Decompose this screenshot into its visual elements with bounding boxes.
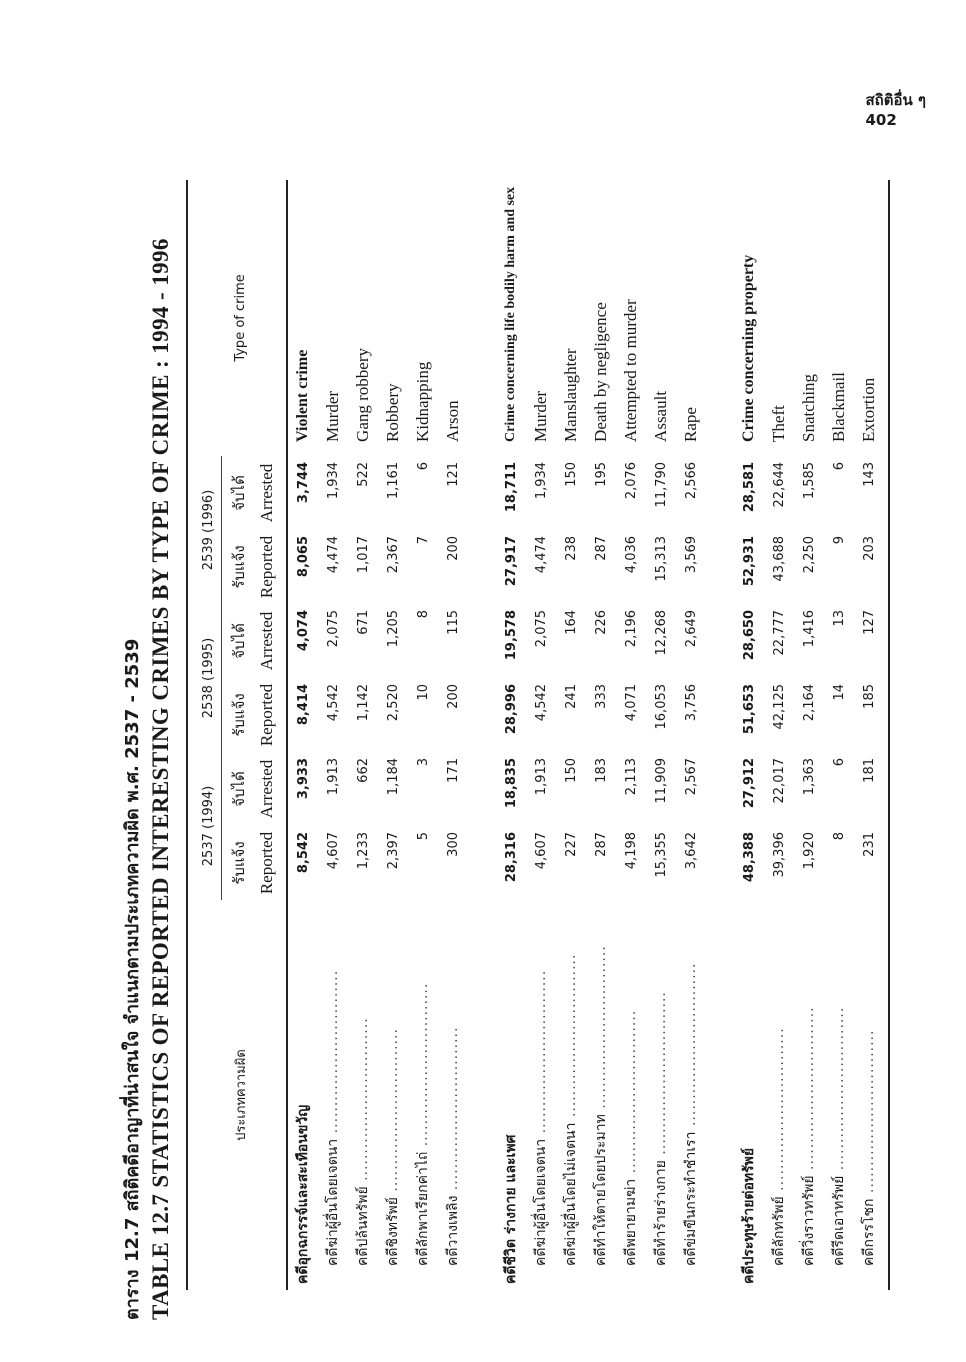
spacer-cell xyxy=(468,180,496,1290)
reported-value: 7 xyxy=(415,535,431,545)
arrested-value: 4,074 xyxy=(295,609,311,652)
crime-type-thai xyxy=(734,900,764,1290)
reported-value: 2,520 xyxy=(385,683,401,722)
crime-type-thai xyxy=(854,900,884,1290)
reported-value: 231 xyxy=(861,832,877,857)
arrested-value: 28,581 xyxy=(741,461,757,513)
crime-type-english: Arson xyxy=(443,400,462,442)
crime-type-thai-text: คดีปล้นทรัพย์ xyxy=(355,1186,371,1266)
arrested-value: 3,744 xyxy=(295,461,311,504)
reported-value: 1,920 xyxy=(801,832,817,870)
reported-value: 8 xyxy=(831,832,847,841)
crime-type-english: Crime concerning property xyxy=(740,254,757,442)
arrested-value: 19,578 xyxy=(503,609,519,661)
reported-value: 300 xyxy=(445,832,461,857)
sub-header-reported-th: รับแจ้ง xyxy=(230,841,248,885)
reported-value: 28,996 xyxy=(503,683,519,735)
reported-value: 287 xyxy=(593,535,609,561)
crime-type-thai-text: คดีวิ่งราวทรัพย์ xyxy=(801,1175,817,1266)
arrested-value: 1,416 xyxy=(801,609,817,648)
arrested-value: 522 xyxy=(355,461,371,487)
leader-dots: .............................. xyxy=(325,969,341,1139)
crime-type-thai xyxy=(824,900,854,1290)
leader-dots: .............................. xyxy=(533,969,549,1139)
crime-type-thai xyxy=(408,900,438,1290)
crime-type-english: Robbery xyxy=(383,383,402,442)
reported-value: 241 xyxy=(563,683,579,709)
arrested-value: 6 xyxy=(831,461,847,471)
arrested-value: 150 xyxy=(563,461,579,487)
crime-type-thai-text: คดีประทุษร้ายต่อทรัพย์ xyxy=(741,1147,757,1284)
table-row xyxy=(348,180,378,1290)
arrested-value: 6 xyxy=(831,757,847,767)
reported-value: 27,917 xyxy=(503,535,519,587)
crime-type-english: Death by negligence xyxy=(591,302,610,442)
table-title-block xyxy=(120,160,176,1320)
crime-type-thai-text: คดีฆ่าผู้อื่นโดยเจตนา xyxy=(325,1138,341,1266)
arrested-value: 1,913 xyxy=(533,757,549,796)
reported-value: 2,367 xyxy=(385,535,401,574)
arrested-value: 164 xyxy=(563,609,579,635)
arrested-value: 2,649 xyxy=(683,609,699,648)
crime-type-thai xyxy=(556,900,586,1290)
arrested-value: 181 xyxy=(861,757,877,783)
leader-dots: .............................. xyxy=(771,1027,787,1197)
reported-value: 14 xyxy=(831,683,847,701)
leader-dots: .............................. xyxy=(623,1009,639,1179)
crime-type-thai xyxy=(526,900,556,1290)
leader-dots: .............................. xyxy=(831,1006,847,1176)
reported-value: 8,414 xyxy=(295,683,311,726)
crime-type-thai xyxy=(378,900,408,1290)
reported-value: 3,642 xyxy=(683,832,699,870)
crime-type-thai-text: คดีทำให้ตายโดยประมาท xyxy=(593,1114,609,1266)
table-row xyxy=(854,180,884,1290)
arrested-value: 2,566 xyxy=(683,461,699,500)
crime-type-thai-text: คดีลักทรัพย์ xyxy=(771,1196,787,1266)
reported-value: 2,397 xyxy=(385,832,401,870)
reported-value: 2,164 xyxy=(801,683,817,722)
sub-header-reported-en: Reported xyxy=(253,678,287,752)
table-row xyxy=(526,180,556,1290)
reported-value: 200 xyxy=(445,683,461,709)
crime-type-thai-text: คดีพยายามฆ่า xyxy=(623,1178,639,1266)
reported-value: 333 xyxy=(593,683,609,709)
reported-value: 4,607 xyxy=(533,832,549,870)
column-header-thai: ประเภทความผิด xyxy=(187,900,287,1290)
reported-value: 28,316 xyxy=(503,832,519,883)
reported-value: 15,355 xyxy=(653,832,669,878)
arrested-value: 6 xyxy=(415,461,431,471)
reported-value: 203 xyxy=(861,535,877,561)
arrested-value: 3,933 xyxy=(295,757,311,800)
leader-dots: .............................. xyxy=(861,1029,877,1199)
crime-type-thai xyxy=(496,900,526,1290)
reported-value: 3,756 xyxy=(683,683,699,722)
crime-type-thai-text: คดีทำร้ายร่างกาย xyxy=(653,1160,669,1266)
reported-value: 1,142 xyxy=(355,683,371,722)
leader-dots: .............................. xyxy=(563,953,579,1123)
arrested-value: 28,650 xyxy=(741,609,757,661)
rotated-table-page xyxy=(120,160,900,1320)
leader-dots: .............................. xyxy=(355,1017,371,1187)
arrested-value: 18,711 xyxy=(503,461,519,513)
table-row xyxy=(794,180,824,1290)
crime-type-thai xyxy=(646,900,676,1290)
leader-dots: .............................. xyxy=(593,945,609,1115)
arrested-value: 1,913 xyxy=(325,757,341,796)
crime-type-english: Extortion xyxy=(859,377,878,442)
arrested-value: 2,196 xyxy=(623,609,639,648)
arrested-value: 2,075 xyxy=(533,609,549,648)
table-group-row xyxy=(287,180,318,1290)
arrested-value: 11,790 xyxy=(653,461,669,508)
sub-header-reported-th: รับแจ้ง xyxy=(230,693,248,737)
reported-value: 238 xyxy=(563,535,579,561)
table-row xyxy=(646,180,676,1290)
reported-value: 4,542 xyxy=(533,683,549,722)
arrested-value: 195 xyxy=(593,461,609,487)
leader-dots: .............................. xyxy=(385,1028,401,1198)
arrested-value: 115 xyxy=(445,609,461,635)
arrested-value: 171 xyxy=(445,757,461,783)
crime-type-thai-text: คดีอุกฉกรรจ์และสะเทือนขวัญ xyxy=(295,1104,311,1284)
reported-value: 3,569 xyxy=(683,535,699,574)
crime-type-thai-text: คดีลักพาเรียกค่าไถ่ xyxy=(415,1151,431,1266)
arrested-value: 3 xyxy=(415,757,431,767)
arrested-value: 2,076 xyxy=(623,461,639,500)
table-row xyxy=(586,180,616,1290)
crime-type-thai-text: คดีกรรโชก xyxy=(861,1198,877,1266)
arrested-value: 662 xyxy=(355,757,371,783)
reported-value: 51,653 xyxy=(741,683,757,735)
arrested-value: 226 xyxy=(593,609,609,635)
reported-value: 4,542 xyxy=(325,683,341,722)
crime-type-thai-text: คดีชีวิต ร่างกาย และเพศ xyxy=(503,1134,519,1284)
arrested-value: 2,075 xyxy=(325,609,341,648)
crime-type-english: Manslaughter xyxy=(561,348,580,442)
reported-value: 8,542 xyxy=(295,832,311,874)
crime-type-thai-text: คดีวางเพลิง xyxy=(445,1195,461,1266)
crime-type-thai xyxy=(764,900,794,1290)
arrested-value: 22,017 xyxy=(771,757,787,804)
arrested-value: 1,585 xyxy=(801,461,817,500)
crime-type-english: Attempted to murder xyxy=(621,299,640,442)
leader-dots: .............................. xyxy=(653,991,669,1161)
table-row xyxy=(764,180,794,1290)
reported-value: 39,396 xyxy=(771,832,787,878)
page-header xyxy=(865,90,926,130)
arrested-value: 2,567 xyxy=(683,757,699,796)
reported-value: 4,036 xyxy=(623,535,639,574)
arrested-value: 1,184 xyxy=(385,757,401,796)
arrested-value: 13 xyxy=(831,609,847,627)
reported-value: 42,125 xyxy=(771,683,787,730)
arrested-value: 11,909 xyxy=(653,757,669,804)
crime-type-thai-text: คดีฆ่าผู้อื่นโดยเจตนา xyxy=(533,1138,549,1266)
crime-type-english: Crime concerning life bodily harm and sex xyxy=(503,186,518,442)
reported-value: 43,688 xyxy=(771,535,787,582)
reported-value: 4,474 xyxy=(533,535,549,574)
crime-type-thai xyxy=(616,900,646,1290)
table-group-row xyxy=(734,180,764,1290)
arrested-value: 1,363 xyxy=(801,757,817,796)
page-number: 402 xyxy=(865,111,897,129)
year-header-1996: 2539 (1996) xyxy=(187,456,222,604)
column-header-english: Type of crime xyxy=(187,180,287,456)
arrested-value: 1,934 xyxy=(325,461,341,500)
table-row xyxy=(408,180,438,1290)
reported-value: 1,233 xyxy=(355,832,371,870)
crime-type-thai xyxy=(287,900,318,1290)
title-thai-text: 12.7 สถิติคดีอาญาที่น่าสนใจ จำแนกตามประเภทความผิด พ.ศ. 2537 - 2539 xyxy=(122,638,143,1262)
table-bottom-rule-cell xyxy=(884,180,889,1290)
crime-type-thai-text: คดีรีดเอาทรัพย์ xyxy=(831,1175,847,1266)
crime-type-thai-text: คดีข่มขืนกระทำชำเรา xyxy=(683,1131,699,1266)
crime-type-english: Gang robbery xyxy=(353,348,372,442)
spacer-row xyxy=(468,180,496,1290)
spacer-cell xyxy=(706,180,734,1290)
reported-value: 10 xyxy=(415,683,431,701)
arrested-value: 18,835 xyxy=(503,757,519,809)
reported-value: 1,017 xyxy=(355,535,371,574)
table-row xyxy=(676,180,706,1290)
crime-type-thai xyxy=(586,900,616,1290)
leader-dots: .............................. xyxy=(801,1006,817,1176)
arrested-value: 127 xyxy=(861,609,877,635)
arrested-value: 121 xyxy=(445,461,461,487)
crime-type-thai xyxy=(794,900,824,1290)
arrested-value: 22,644 xyxy=(771,461,787,508)
crime-type-thai xyxy=(348,900,378,1290)
crime-type-english: Murder xyxy=(531,390,550,442)
title-thai-label: ตาราง xyxy=(122,1269,143,1320)
reported-value: 16,053 xyxy=(653,683,669,730)
crime-type-thai xyxy=(318,900,348,1290)
reported-value: 4,474 xyxy=(325,535,341,574)
crime-type-thai xyxy=(438,900,468,1290)
title-english: TABLE 12.7 STATISTICS OF REPORTED INTERESTING CRIMES BY TYPE OF CRIME : 1994 - 1996 xyxy=(148,238,173,1320)
crime-type-thai-text: คดีชิงทรัพย์ xyxy=(385,1197,401,1266)
table-row xyxy=(438,180,468,1290)
sub-header-reported-en: Reported xyxy=(253,826,287,900)
reported-value: 52,931 xyxy=(741,535,757,587)
table-bottom-rule xyxy=(884,180,889,1290)
reported-value: 48,388 xyxy=(741,832,757,883)
arrested-value: 183 xyxy=(593,757,609,783)
crime-type-english: Rape xyxy=(681,407,700,442)
arrested-value: 22,777 xyxy=(771,609,787,656)
spacer-row xyxy=(706,180,734,1290)
table-row xyxy=(556,180,586,1290)
crime-type-thai xyxy=(676,900,706,1290)
reported-value: 5 xyxy=(415,832,431,841)
reported-value: 9 xyxy=(831,535,847,545)
leader-dots: .............................. xyxy=(445,1026,461,1196)
leader-dots: .............................. xyxy=(415,982,431,1152)
arrested-value: 1,205 xyxy=(385,609,401,648)
year-header-1995: 2538 (1995) xyxy=(187,604,222,752)
arrested-value: 1,161 xyxy=(385,461,401,500)
reported-value: 227 xyxy=(563,832,579,857)
sub-header-arrested-th: จับได้ xyxy=(230,771,248,807)
arrested-value: 671 xyxy=(355,609,371,635)
crime-type-english: Murder xyxy=(323,390,342,442)
arrested-value: 12,268 xyxy=(653,609,669,656)
arrested-value: 1,934 xyxy=(533,461,549,500)
sub-header-reported-th: รับแจ้ง xyxy=(230,545,248,589)
arrested-value: 150 xyxy=(563,757,579,783)
reported-value: 4,071 xyxy=(623,683,639,722)
table-row xyxy=(378,180,408,1290)
reported-value: 200 xyxy=(445,535,461,561)
crime-type-english: Kidnapping xyxy=(413,361,432,442)
table-row xyxy=(824,180,854,1290)
arrested-value: 8 xyxy=(415,609,431,619)
crime-type-english: Theft xyxy=(769,405,788,442)
table-row xyxy=(616,180,646,1290)
crime-statistics-table xyxy=(186,180,890,1290)
arrested-value: 2,113 xyxy=(623,757,639,796)
page-section-label: สถิติอื่น ๆ xyxy=(865,91,926,109)
reported-value: 4,607 xyxy=(325,832,341,870)
sub-header-arrested-en: Arrested xyxy=(253,604,287,678)
crime-type-english: Snatching xyxy=(799,373,818,442)
table-row xyxy=(318,180,348,1290)
reported-value: 185 xyxy=(861,683,877,709)
sub-header-arrested-en: Arrested xyxy=(253,752,287,826)
crime-type-english: Assault xyxy=(651,390,670,442)
sub-header-reported-en: Reported xyxy=(253,530,287,604)
arrested-value: 27,912 xyxy=(741,757,757,809)
reported-value: 2,250 xyxy=(801,535,817,574)
reported-value: 287 xyxy=(593,832,609,857)
table-body xyxy=(287,180,889,1290)
reported-value: 8,065 xyxy=(295,535,311,578)
crime-type-english: Violent crime xyxy=(294,349,311,442)
sub-header-arrested-th: จับได้ xyxy=(230,623,248,659)
arrested-value: 143 xyxy=(861,461,877,487)
crime-type-english: Blackmail xyxy=(829,372,848,442)
table-group-row xyxy=(496,180,526,1290)
crime-type-thai-text: คดีฆ่าผู้อื่นโดยไม่เจตนา xyxy=(563,1122,579,1266)
sub-header-arrested-th: จับได้ xyxy=(230,475,248,511)
leader-dots: .............................. xyxy=(683,962,699,1132)
reported-value: 4,198 xyxy=(623,832,639,870)
title-thai xyxy=(120,160,146,1320)
sub-header-arrested-en: Arrested xyxy=(253,456,287,530)
year-header-1994: 2537 (1994) xyxy=(187,752,222,900)
reported-value: 15,313 xyxy=(653,535,669,582)
